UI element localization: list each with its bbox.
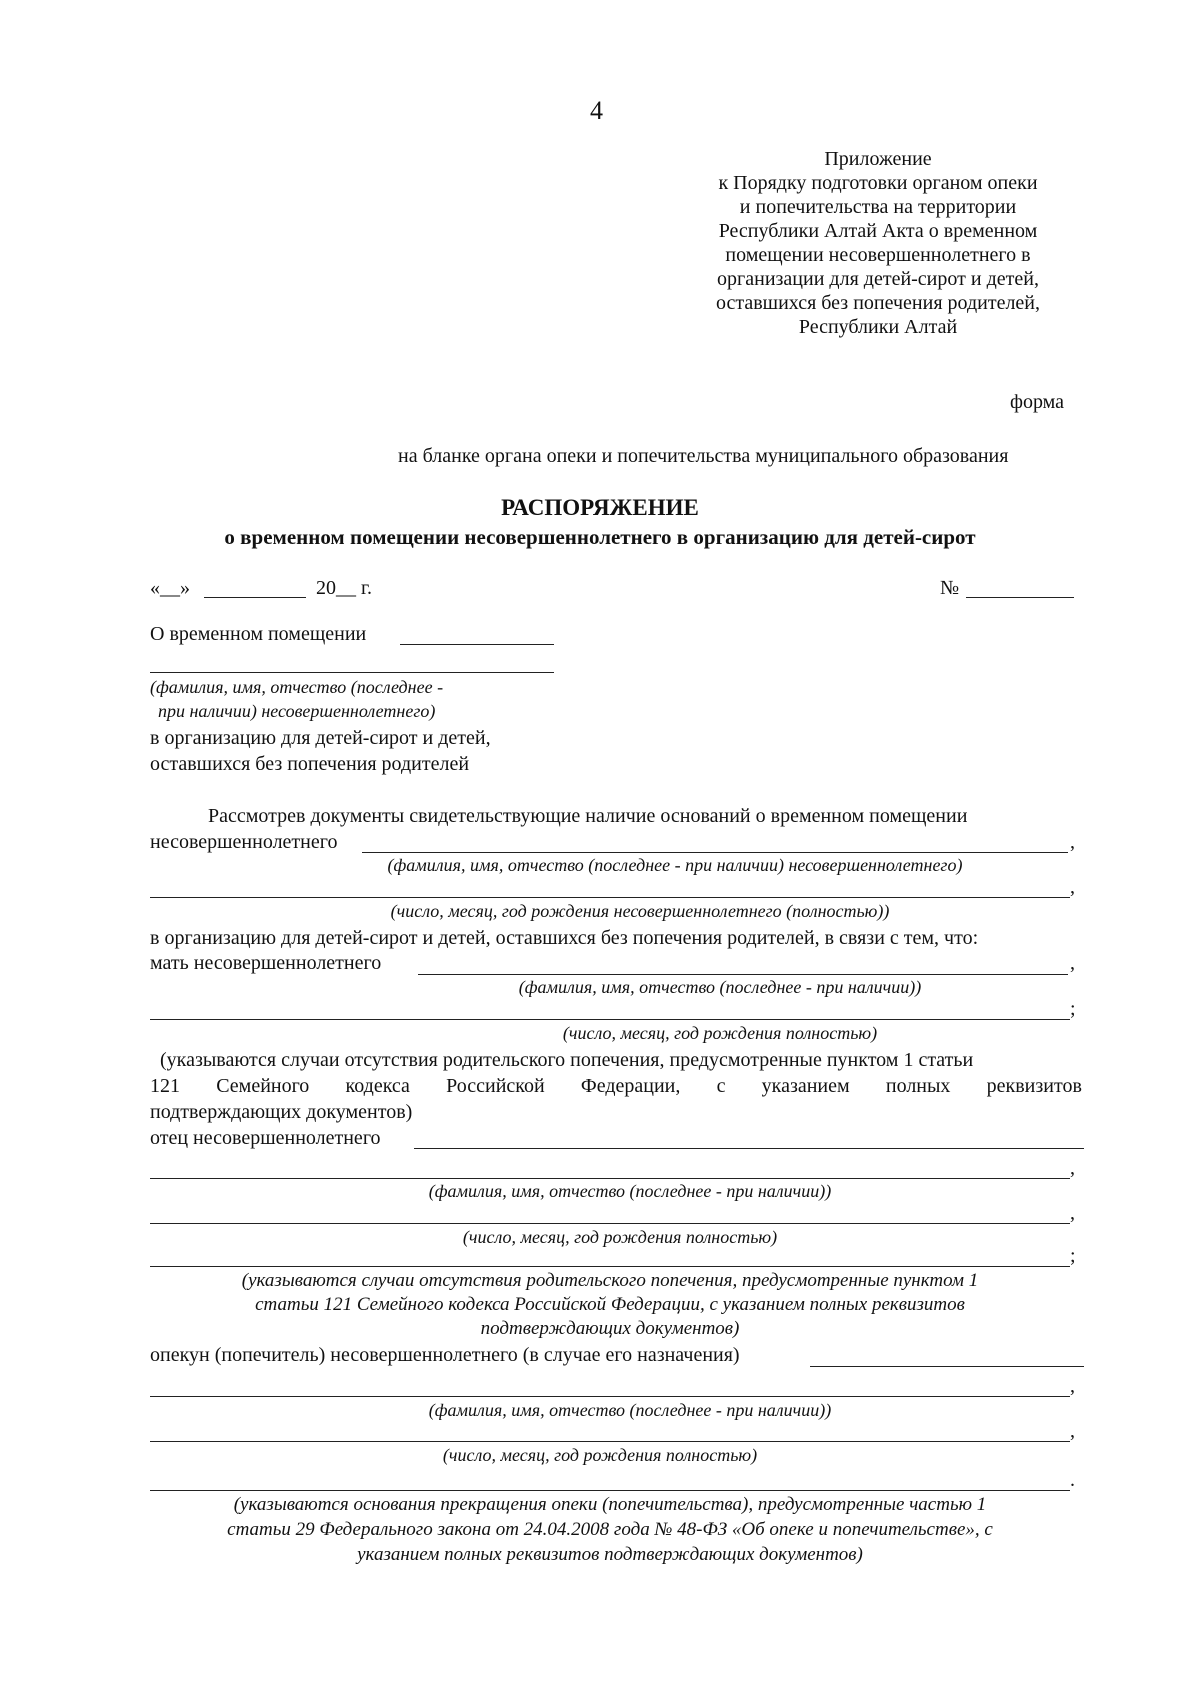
mother-name-field[interactable] [418, 974, 1068, 975]
hint-fio: (фамилия, имя, отчество (последнее - при наличии)) [428, 1400, 832, 1420]
subject-name-field-2[interactable] [150, 672, 554, 673]
number-field[interactable] [966, 597, 1074, 598]
date-month-field[interactable] [204, 597, 306, 598]
word: с [716, 1075, 726, 1097]
word: Семейного [216, 1075, 310, 1097]
word: полных [885, 1075, 951, 1097]
mother-birth-field[interactable] [150, 1019, 1070, 1020]
subject-hint: (фамилия, имя, отчество (последнее - [150, 677, 444, 697]
subject-tail: в организацию для детей-сирот и детей, [150, 727, 491, 749]
period: . [1070, 1469, 1075, 1491]
comma: , [1070, 1202, 1075, 1224]
comma: , [1070, 831, 1075, 853]
appendix-line: оставшихся без попечения родителей, [715, 292, 1041, 314]
appendix-line: Республики Алтай [798, 316, 958, 338]
father-cases-field[interactable] [150, 1266, 1070, 1267]
minor-birth-field[interactable] [150, 897, 1070, 898]
document-subtitle: о временном помещении несовершеннолетнего в организацию для детей-сирот [224, 525, 976, 549]
father-name-field[interactable] [414, 1148, 1084, 1149]
body-text: в организацию для детей-сирот и детей, оставшихся без попечения родителей, в связи с тем, что: [150, 927, 979, 949]
subject-name-field[interactable] [400, 644, 554, 645]
body-text: несовершеннолетнего [150, 831, 338, 853]
cases-hint: статьи 121 Семейного кодекса Российской Федерации, с указанием полных реквизитов [255, 1294, 965, 1315]
appendix-line: Приложение [824, 148, 932, 170]
father-name-field-2[interactable] [150, 1178, 1070, 1179]
comma: , [1070, 876, 1075, 898]
guardian-label: опекун (попечитель) несовершеннолетнего (в случае его назначения) [150, 1344, 740, 1366]
hint-birth: (число, месяц, год рождения полностью) [562, 1023, 878, 1043]
comma: , [1070, 952, 1075, 974]
hint-birth: (число, месяц, год рождения полностью) [462, 1227, 778, 1247]
cases-text: (указываются случаи отсутствия родительского попечения, предусмотренные пунктом 1 статьи [160, 1049, 974, 1071]
word: реквизитов [986, 1075, 1082, 1097]
guardian-grounds-field[interactable] [150, 1490, 1070, 1491]
word: Федерации, [580, 1075, 681, 1097]
appendix-line: помещении несовершеннолетнего в [725, 244, 1031, 266]
appendix-line: и попечительства на территории [739, 196, 1017, 218]
cases-text: подтверждающих документов) [150, 1101, 413, 1123]
cases-text-justified [150, 1074, 1082, 1098]
hint-fio: (фамилия, имя, отчество (последнее - при наличии)) [428, 1181, 832, 1201]
guardian-name-field[interactable] [810, 1366, 1084, 1367]
body-text: Рассмотрев документы свидетельствующие наличие оснований о временном помещении [208, 805, 968, 827]
minor-name-field[interactable] [362, 852, 1068, 853]
comma: , [1070, 1157, 1075, 1179]
word: кодекса [345, 1075, 410, 1097]
hint-fio: (фамилия, имя, отчество (последнее - при наличии)) [518, 977, 922, 997]
letterhead-note: на бланке органа опеки и попечительства муниципального образования [398, 445, 1009, 467]
father-birth-field[interactable] [150, 1223, 1070, 1224]
cases-hint: подтверждающих документов) [480, 1318, 740, 1339]
subject-hint: при наличии) несовершеннолетнего) [158, 701, 436, 721]
number-sign: № [940, 577, 960, 599]
appendix-line: к Порядку подготовки органом опеки [718, 172, 1038, 194]
guardian-name-field-2[interactable] [150, 1396, 1070, 1397]
grounds-hint: указанием полных реквизитов подтверждающих документов) [357, 1544, 863, 1565]
appendix-block [668, 147, 1088, 339]
grounds-hint: статьи 29 Федерального закона от 24.04.2008 года № 48-ФЗ «Об опеке и попечительстве», с [227, 1519, 993, 1540]
date-year: 20__ г. [316, 577, 372, 599]
word: указанием [761, 1075, 850, 1097]
word: 121 [150, 1075, 180, 1097]
date-day: «__» [150, 577, 190, 599]
appendix-line: Республики Алтай Акта о временном [718, 220, 1038, 242]
form-label: форма [1010, 391, 1065, 413]
mother-label: мать несовершеннолетнего [150, 952, 382, 974]
subject-tail: оставшихся без попечения родителей [150, 753, 470, 775]
comma: , [1070, 1375, 1075, 1397]
comma: , [1070, 1420, 1075, 1442]
hint-birth-minor: (число, месяц, год рождения несовершеннолетнего (полностью)) [390, 901, 890, 921]
grounds-hint: (указываются основания прекращения опеки (попечительства), предусмотренные частью 1 [233, 1494, 987, 1515]
subject-lead: О временном помещении [150, 623, 367, 645]
page-number: 4 [590, 96, 603, 125]
guardian-birth-field[interactable] [150, 1441, 1070, 1442]
cases-hint: (указываются случаи отсутствия родительского попечения, предусмотренные пунктом 1 [241, 1270, 979, 1291]
semicolon: ; [1070, 998, 1076, 1020]
hint-fio-minor: (фамилия, имя, отчество (последнее - при наличии) несовершеннолетнего) [387, 855, 963, 875]
document-title: РАСПОРЯЖЕНИЕ [501, 495, 699, 520]
semicolon: ; [1070, 1245, 1076, 1267]
father-label: отец несовершеннолетнего [150, 1127, 381, 1149]
hint-birth: (число, месяц, год рождения полностью) [442, 1445, 758, 1465]
word: Российской [446, 1075, 545, 1097]
appendix-line: организации для детей-сирот и детей, [717, 268, 1039, 290]
